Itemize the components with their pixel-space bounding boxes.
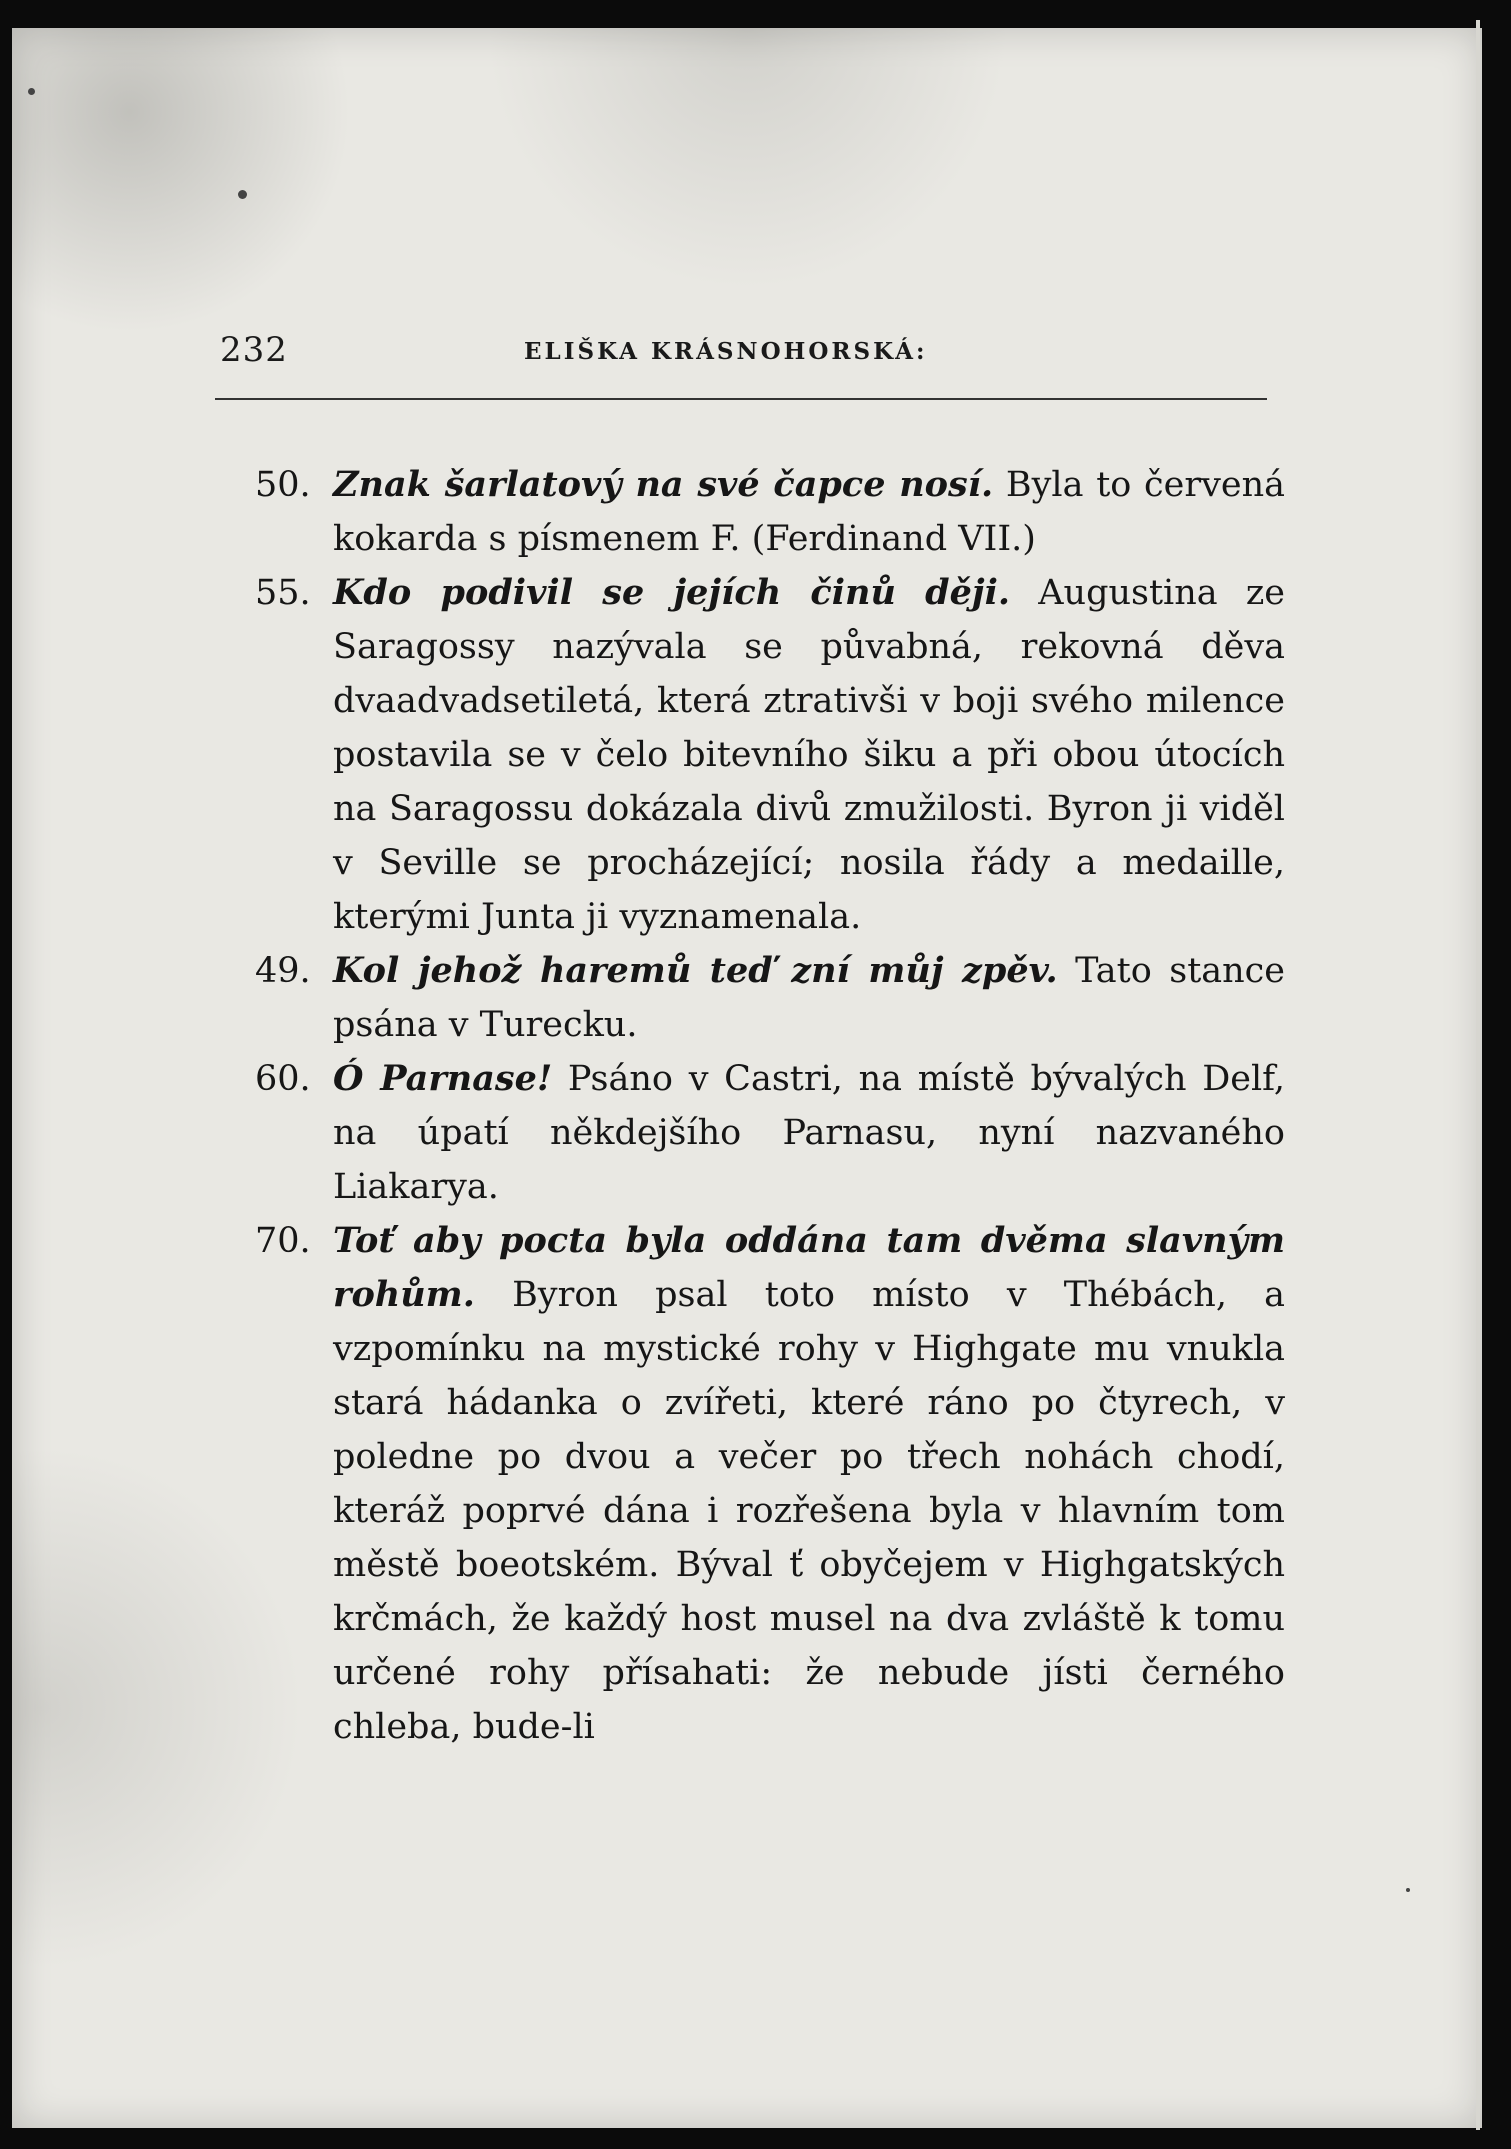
note-60 <box>255 1052 1285 1214</box>
header-rule <box>215 398 1267 400</box>
note-number: 50. <box>255 465 311 505</box>
note-number: 70. <box>255 1221 311 1261</box>
ink-speck <box>28 88 35 95</box>
ink-speck <box>238 190 247 199</box>
note-49 <box>255 944 1285 1052</box>
note-lemma: Toť aby pocta byla oddána tam dvěma slavným rohům. <box>333 1220 1285 1315</box>
notes-list <box>255 458 1285 1754</box>
note-lemma: Znak šarlatový na své čapce nosí. <box>333 464 994 505</box>
note-text: Byron psal toto místo v Thébách, a vzpomínku na mystické rohy v Highgate mu vnukla stará hádanka o zvířeti, které ráno po čtyrech, v poledne po dvou a večer po třech nohách chodí, kteráž poprvé dána i rozřešena byla v hlavním tom městě boeotském. Býval ť obyčejem v Highgatských krčmách, že každý host musel na dva zvláště k tomu určené rohy přísahati: že nebude jísti černého chleba, bude-li <box>333 1275 1285 1747</box>
note-50 <box>255 458 1285 566</box>
note-70 <box>255 1214 1285 1754</box>
note-lemma: Ó Parnase! <box>333 1058 553 1099</box>
running-head: ELIŠKA KRÁSNOHORSKÁ: <box>524 338 928 365</box>
note-text: Byla to červená kokarda s písmenem F. (Ferdinand VII.) <box>333 465 1285 559</box>
ink-speck <box>1406 1888 1410 1892</box>
next-page-edge <box>1476 20 1480 2130</box>
note-text: Tato stance psána v Turecku. <box>333 951 1285 1045</box>
page-header <box>210 330 1266 380</box>
note-number: 60. <box>255 1059 311 1099</box>
note-number: 55. <box>255 573 311 613</box>
note-text: Augustina ze Saragossy nazývala se půvabná, rekovná děva dvaadvadsetiletá, která ztrativši v boji svého milence postavila se v čelo bitevního šiku a při obou útocích na Saragossu dokázala divů zmužilosti. Byron ji viděl v Seville se procházející; nosila řády a medaille, kterými Junta ji vyznamenala. <box>333 573 1286 937</box>
note-lemma: Kdo podivil se jejích činů ději. <box>333 572 1011 613</box>
note-55 <box>255 566 1285 944</box>
note-text: Psáno v Castri, na místě bývalých Delf, na úpatí někdejšího Parnasu, nyní nazvaného Liakarya. <box>333 1059 1285 1207</box>
note-number: 49. <box>255 951 311 991</box>
note-lemma: Kol jehož haremů teď zní můj zpěv. <box>333 950 1058 991</box>
page-number: 232 <box>220 330 288 370</box>
